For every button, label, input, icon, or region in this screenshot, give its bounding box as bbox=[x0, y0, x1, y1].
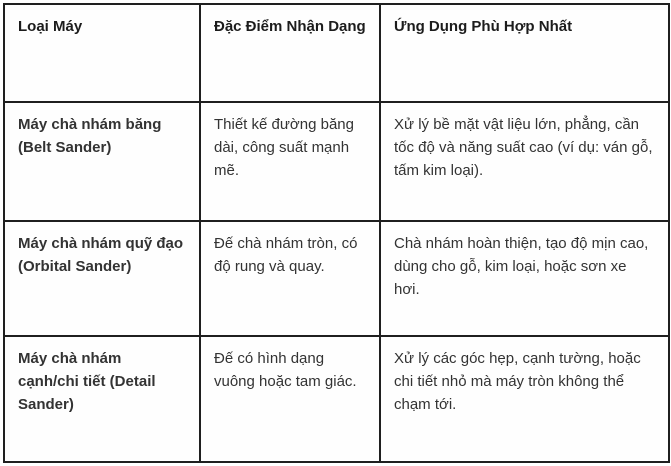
table-row-orbital-sander bbox=[4, 221, 669, 337]
table-header-row bbox=[4, 4, 669, 102]
table-row-detail-sander bbox=[4, 336, 669, 462]
sander-comparison-table bbox=[3, 3, 670, 463]
cell-identifying-feature: Đế có hình dạng vuông hoặc tam giác. bbox=[200, 336, 380, 462]
cell-identifying-feature: Đế chà nhám tròn, có độ rung và quay. bbox=[200, 221, 380, 337]
cell-best-application: Chà nhám hoàn thiện, tạo độ mịn cao, dùng cho gỗ, kim loại, hoặc sơn xe hơi. bbox=[380, 221, 669, 337]
cell-best-application: Xử lý các góc hẹp, cạnh tường, hoặc chi tiết nhỏ mà máy tròn không thể chạm tới. bbox=[380, 336, 669, 462]
cell-identifying-feature: Thiết kế đường băng dài, công suất mạnh mẽ. bbox=[200, 102, 380, 221]
cell-best-application: Xử lý bề mặt vật liệu lớn, phẳng, cần tốc độ và năng suất cao (ví dụ: ván gỗ, tấm kim loại). bbox=[380, 102, 669, 221]
cell-machine-type: Máy chà nhám quỹ đạo (Orbital Sander) bbox=[4, 221, 200, 337]
column-header-best-applications: Ứng Dụng Phù Hợp Nhất bbox=[380, 4, 669, 102]
column-header-identifying-features: Đặc Điểm Nhận Dạng bbox=[200, 4, 380, 102]
table-row-belt-sander bbox=[4, 102, 669, 221]
cell-machine-type: Máy chà nhám cạnh/chi tiết (Detail Sander) bbox=[4, 336, 200, 462]
cell-machine-type: Máy chà nhám băng (Belt Sander) bbox=[4, 102, 200, 221]
column-header-machine-type: Loại Máy bbox=[4, 4, 200, 102]
